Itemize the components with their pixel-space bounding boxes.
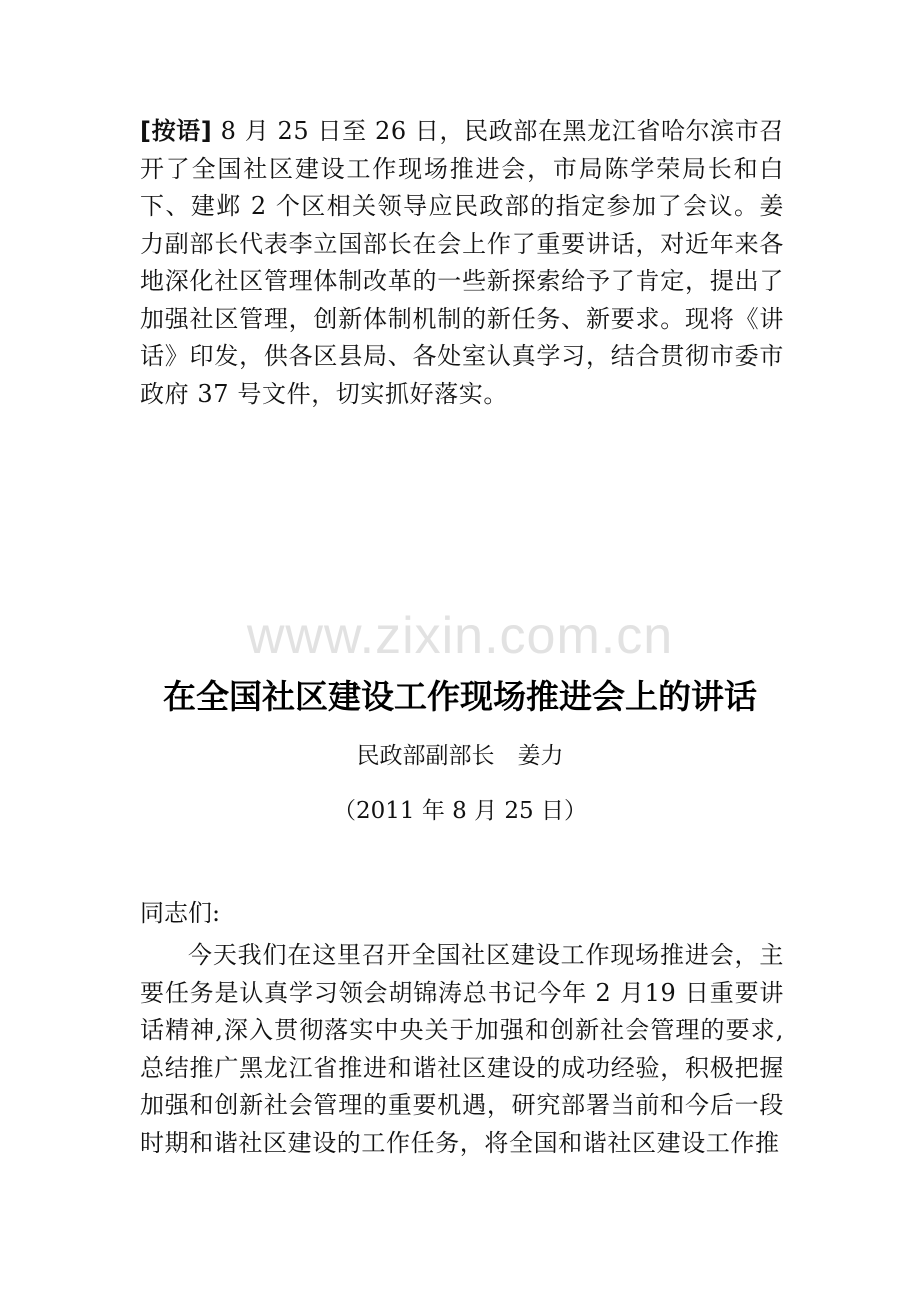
editor-note-text: 8 月 25 日至 26 日，民政部在黑龙江省哈尔滨市召开了全国社区建设工作现场推进会，市局陈学荣局长和白下、建邺 2 个区相关领导应民政部的指定参加了会议。姜力副部长代表李立国部长在会上作了重要讲话，对近年来各地深化社区管理体制改革的一些新探索给予了肯定，提出了加强社区管理，创新体制机制的新任务、新要求。现将《讲话》印发，供各区县局、各处室认真学习，结合贯彻市委市政府 37 号文件，切实抓好落实。: [140, 117, 784, 408]
speech-title: 在全国社区建设工作现场推进会上的讲话: [163, 677, 757, 716]
salutation: 同志们:: [140, 899, 221, 927]
speech-paragraph: 今天我们在这里召开全国社区建设工作现场推进会，主要任务是认真学习领会胡锦涛总书记今年 2 月19 日重要讲话精神,深入贯彻落实中央关于加强和创新社会管理的要求,总结推广黑龙江省推进和谐社区建设的成功经验，积极把握加强和创新社会管理的重要机遇，研究部署当前和今后一段时期和谐社区建设的工作任务，将全国和谐社区建设工作推: [140, 941, 784, 1157]
speech-author: 民政部副部长 姜力: [356, 743, 564, 769]
speech-date: （2011 年 8 月 25 日）: [333, 798, 587, 824]
editor-note-label: [按语]: [140, 117, 213, 145]
watermark: www.zixin.com.cn: [246, 607, 674, 665]
editor-note: [140, 113, 784, 413]
